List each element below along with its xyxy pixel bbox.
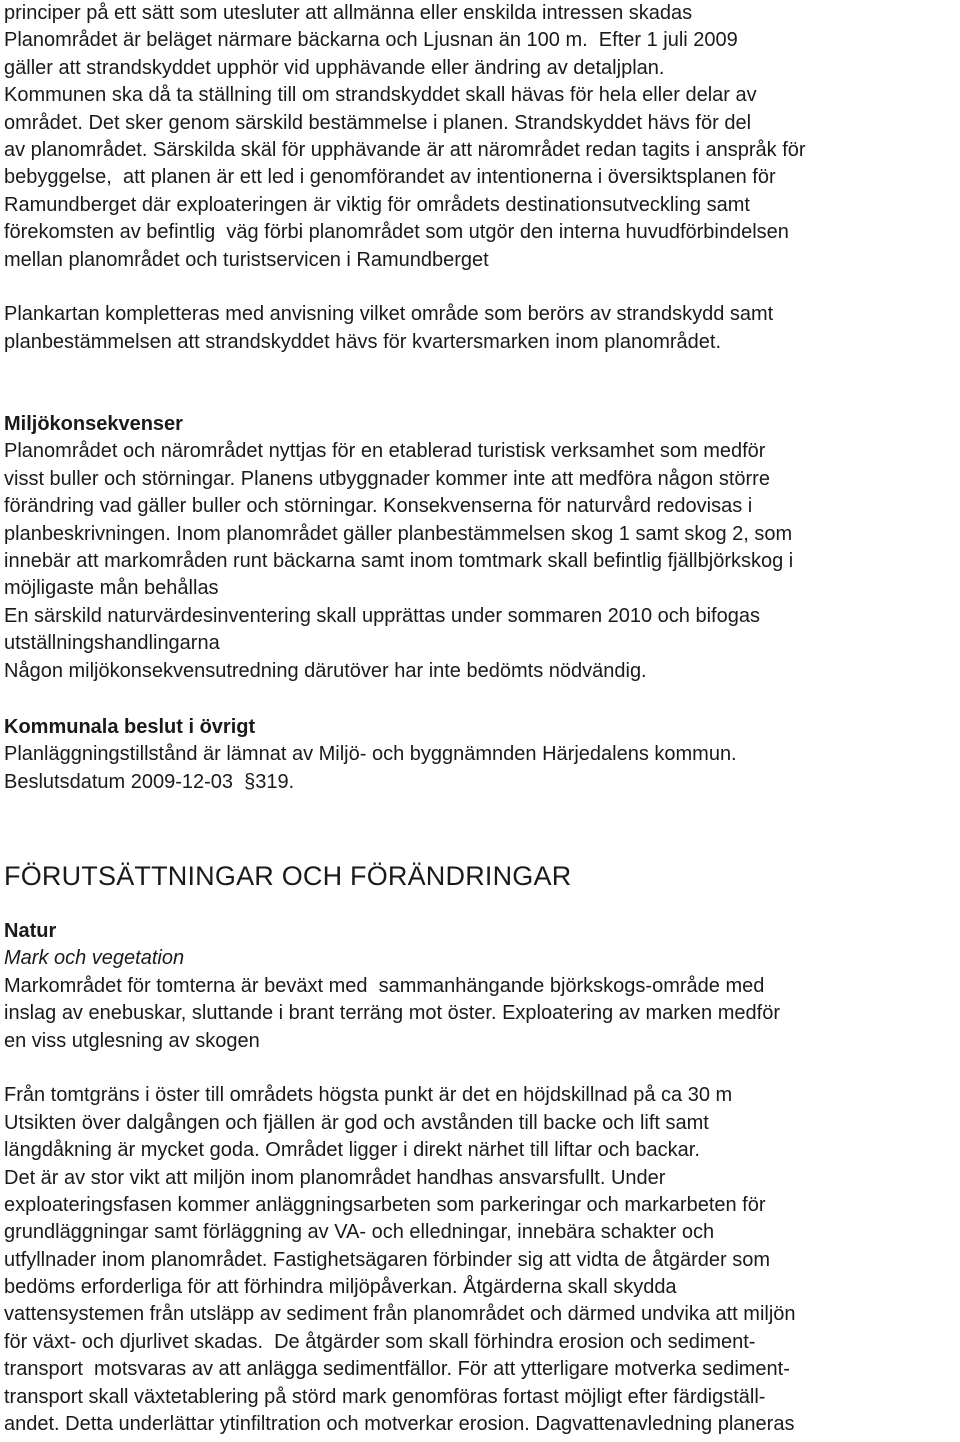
paragraph-line: av planområdet. Särskilda skäl för upphävande är att närområdet redan tagits i anspråk för	[4, 138, 806, 161]
paragraph-gap	[4, 1055, 796, 1082]
section-heading: Miljökonsekvenser	[4, 413, 183, 435]
chapter-title-block	[4, 859, 571, 893]
paragraph-line: utfyllnader inom planområdet. Fastighetsägaren förbinder sig att vidta de åtgärder som	[4, 1248, 770, 1271]
natur-section	[4, 918, 796, 1438]
paragraph-line: Plankartan kompletteras med anvisning vilket område som berörs av strandskydd samt	[4, 303, 774, 326]
paragraph-line: Det är av stor vikt att miljön inom planområdet handhas ansvarsfullt. Under	[4, 1166, 666, 1189]
paragraph-line: utställningshandlingarna	[4, 632, 220, 655]
paragraph-line: Kommunen ska då ta ställning till om strandskyddet skall hävas för hela eller delar av	[4, 84, 757, 107]
paragraph-line: transport motsvaras av att anlägga sedimentfällor. För att ytterligare motverka sediment-	[4, 1358, 790, 1381]
paragraph-line: gäller att strandskyddet upphör vid upphävande eller ändring av detaljplan.	[4, 56, 665, 79]
kommunala-beslut-section	[4, 714, 737, 796]
paragraph-line: innebär att markområden runt bäckarna samt inom tomtmark skall befintlig fjällbjörkskog i	[4, 549, 794, 572]
paragraph-line: Ramundberget där exploateringen är viktig för områdets destinationsutveckling samt	[4, 193, 750, 216]
section-heading: Kommunala beslut i övrigt	[4, 716, 256, 738]
miljokonsekvenser-section	[4, 411, 793, 685]
paragraph-line: längdåkning är mycket goda. Området ligger i direkt närhet till liftar och backar.	[4, 1139, 700, 1162]
paragraph-line: området. Det sker genom särskild bestämmelse i planen. Strandskyddet hävs för del	[4, 111, 752, 134]
paragraph-line: Utsikten över dalgången och fjällen är god och avstånden till backe och lift samt	[4, 1111, 709, 1134]
paragraph-line: visst buller och störningar. Planens utbyggnader kommer inte att medföra någon större	[4, 467, 770, 490]
paragraph-line: vattensystemen från utsläpp av sediment från planområdet och därmed undvika att miljön	[4, 1303, 796, 1326]
paragraph-line: Beslutsdatum 2009-12-03 §319.	[4, 770, 295, 793]
paragraph-line: Planområdet är beläget närmare bäckarna och Ljusnan än 100 m. Efter 1 juli 2009	[4, 29, 738, 52]
paragraph-line: Från tomtgräns i öster till områdets högsta punkt är det en höjdskillnad på ca 30 m	[4, 1084, 733, 1107]
paragraph-line: möjligaste mån behållas	[4, 577, 219, 600]
paragraph-line: andet. Detta underlättar ytinfiltration och motverkar erosion. Dagvattenavledning planeras	[4, 1413, 795, 1436]
chapter-title: FÖRUTSÄTTNINGAR OCH FÖRÄNDRINGAR	[4, 861, 572, 891]
paragraph-line: Planområdet och närområdet nyttjas för en etablerad turistisk verksamhet som medför	[4, 440, 766, 463]
paragraph-line: grundläggningar samt förläggning av VA- och elledningar, innebära schakter och	[4, 1221, 715, 1244]
strandskydd-section	[4, 0, 806, 356]
section-heading: Natur	[4, 920, 57, 942]
paragraph-line: bebyggelse, att planen är ett led i genomförandet av intentionerna i översiktsplanen för	[4, 166, 776, 189]
paragraph-line: för växt- och djurlivet skadas. De åtgärder som skall förhindra erosion och sediment-	[4, 1330, 756, 1353]
paragraph-gap	[4, 274, 806, 301]
paragraph-line: förändring vad gäller buller och störningar. Konsekvenserna för naturvård redovisas i	[4, 495, 753, 518]
paragraph-line: Markområdet för tomterna är beväxt med sammanhängande björkskogs-område med	[4, 974, 765, 997]
paragraph-line: transport skall växtetablering på störd mark genomföras fortast möjligt efter färdigställ-	[4, 1385, 766, 1408]
paragraph-line: exploateringsfasen kommer anläggningsarbeten som parkeringar och markarbeten för	[4, 1193, 766, 1216]
paragraph-line: Någon miljökonsekvensutredning därutöver har inte bedömts nödvändig.	[4, 659, 647, 682]
paragraph-line: förekomsten av befintlig väg förbi planområdet som utgör den interna huvudförbindelsen	[4, 221, 789, 244]
paragraph-line: planbestämmelsen att strandskyddet hävs för kvartersmarken inom planområdet.	[4, 330, 722, 353]
paragraph-line: bedöms erforderliga för att förhindra miljöpåverkan. Åtgärderna skall skydda	[4, 1276, 677, 1299]
paragraph-line: En särskild naturvärdesinventering skall upprättas under sommaren 2010 och bifogas	[4, 604, 760, 627]
paragraph-line: planbeskrivningen. Inom planområdet gäller planbestämmelsen skog 1 samt skog 2, som	[4, 522, 793, 545]
paragraph-line: principer på ett sätt som utesluter att allmänna eller enskilda intressen skadas	[4, 2, 693, 24]
paragraph-line: Planläggningstillstånd är lämnat av Miljö- och byggnämnden Härjedalens kommun.	[4, 743, 737, 766]
paragraph-line: en viss utglesning av skogen	[4, 1029, 260, 1052]
paragraph-line: mellan planområdet och turistservicen i Ramundberget	[4, 248, 489, 271]
paragraph-line: inslag av enebuskar, sluttande i brant terräng mot öster. Exploatering av marken medför	[4, 1002, 780, 1025]
section-subheading: Mark och vegetation	[4, 947, 185, 970]
